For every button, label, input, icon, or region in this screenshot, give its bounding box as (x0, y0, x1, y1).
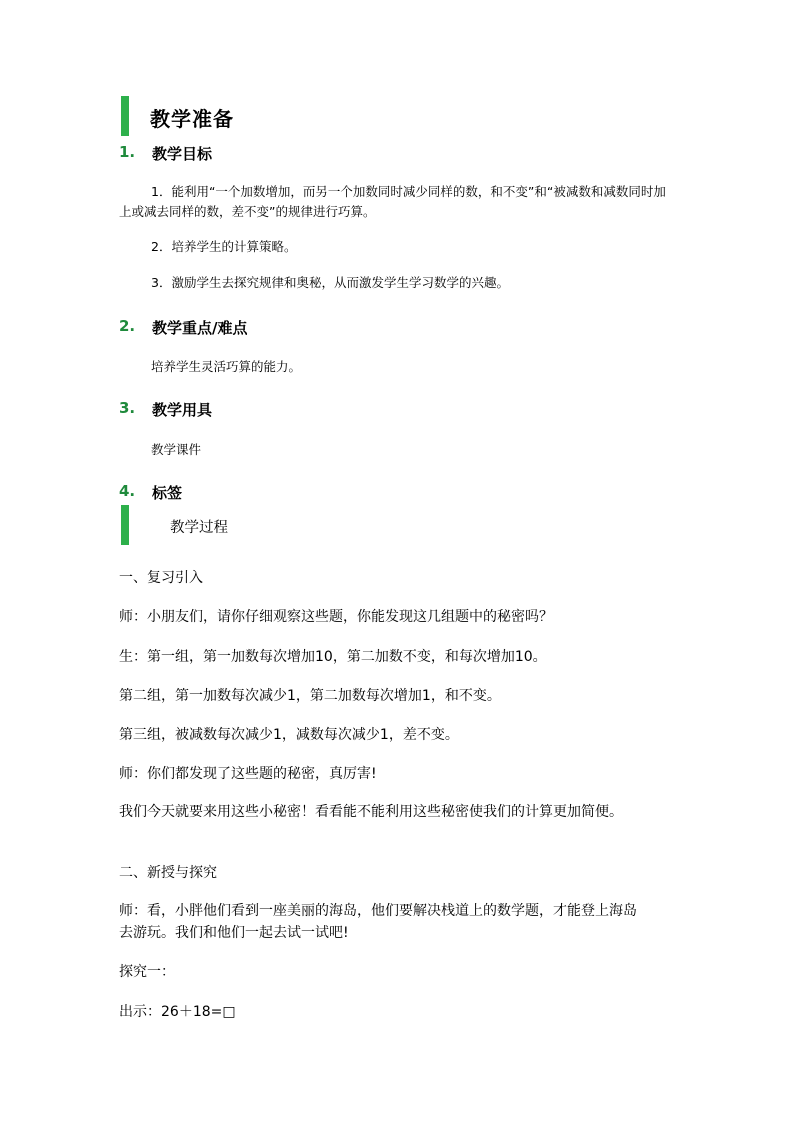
process-heading: 一、复习引入 (119, 570, 203, 586)
objective-item: 2．培养学生的计算策略。 (151, 239, 297, 254)
process-paragraph: 生：第一组，第一加数每次增加10，第二加数不变，和每次增加10。 (119, 649, 547, 665)
section-number: 2. (119, 317, 136, 335)
objective-item: 3．激励学生去探究规律和奥秘，从而激发学生学习数学的兴趣。 (151, 275, 509, 290)
process-paragraph: 出示：26＋18=□ (119, 1004, 236, 1020)
section-content: 培养学生灵活巧算的能力。 (151, 359, 302, 374)
objective-item: 1．能利用“一个加数增加，而另一个加数同时减少同样的数，和不变”和“被减数和减数同时加上或减去同样的数，差不变”的规律进行巧算。 (119, 184, 666, 219)
process-paragraph: 师：你们都发现了这些题的秘密，真厉害! (119, 766, 377, 782)
process-paragraph: 我们今天就要来用这些小秘密！看看能不能利用这些秘密使我们的计算更加简便。 (119, 804, 623, 820)
section-title: 教学准备 (150, 107, 234, 131)
section-heading: 教学用具 (152, 401, 213, 419)
section-content: 教学课件 (151, 442, 202, 457)
section-heading: 教学重点/难点 (152, 319, 248, 337)
section-number: 3. (119, 399, 136, 417)
process-paragraph: 第二组，第一加数每次减少1，第二加数每次增加1，和不变。 (119, 688, 501, 704)
section-number: 4. (119, 482, 136, 500)
process-title: 教学过程 (170, 520, 228, 536)
process-paragraph: 第三组，被减数每次减少1，减数每次减少1，差不变。 (119, 727, 459, 743)
section-accent-bar (121, 96, 129, 136)
process-accent-bar (121, 505, 129, 545)
process-paragraph: 师：看，小胖他们看到一座美丽的海岛，他们要解决栈道上的数学题，才能登上海岛去游玩。我们和他们一起去试一试吧! (119, 903, 637, 941)
process-heading: 二、新授与探究 (119, 865, 217, 881)
process-paragraph: 师：小朋友们，请你仔细观察这些题，你能发现这几组题中的秘密吗？ (119, 609, 553, 625)
section-heading: 标签 (152, 484, 183, 502)
process-paragraph: 探究一： (119, 964, 175, 980)
section-number: 1. (119, 143, 136, 161)
section-heading: 教学目标 (152, 145, 213, 163)
